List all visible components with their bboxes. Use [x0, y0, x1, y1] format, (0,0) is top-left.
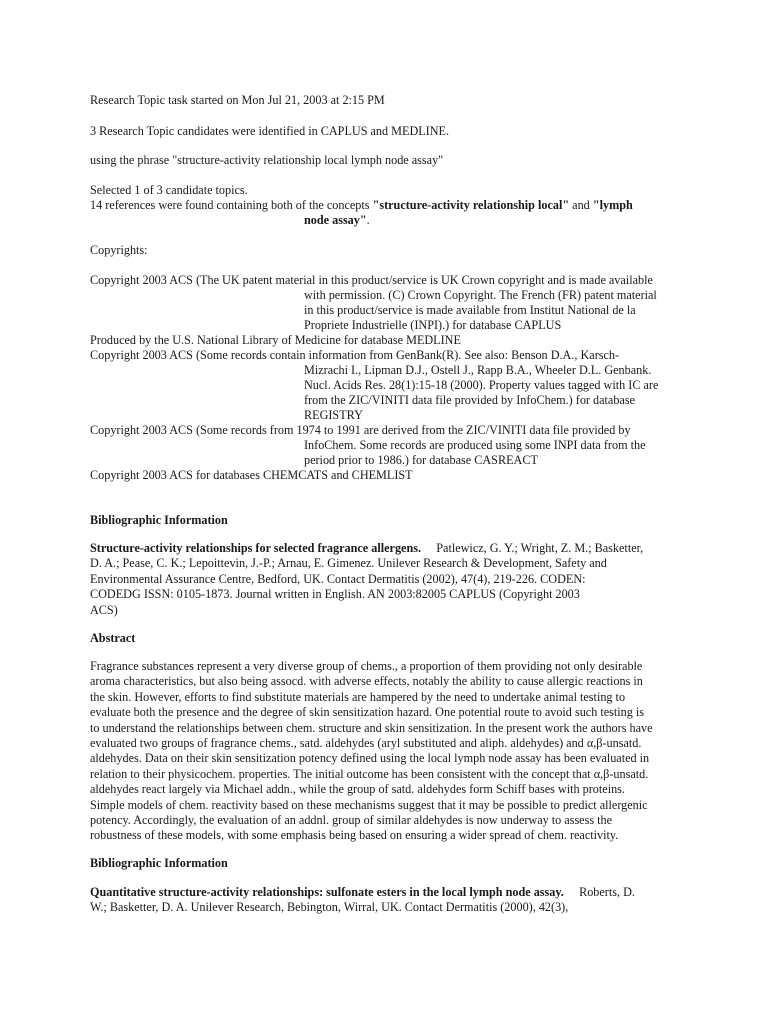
abstract-line: Fragrance substances represent a very diverse group of chems., a proportion of them providing not only desirable [90, 659, 643, 673]
abstract-line: potency. Accordingly, the evaluation of an addnl. group of similar aldehydes is now underway to assess the [90, 813, 613, 828]
bib-1-line: Environmental Assurance Centre, Bedford, UK. Contact Dermatitis (2002), 47(4), 219-226. CODEN: [90, 571, 586, 586]
bib-2-title: Quantitative structure-activity relationships: sulfonate esters in the local lymph node assay. [90, 885, 564, 899]
bib-1-title: Structure-activity relationships for selected fragrance allergens. [90, 541, 422, 555]
copyright-4-cont: InfoChem. Some records are produced using some INPI data from the [304, 438, 646, 452]
copyright-3-cont: Nucl. Acids Res. 28(1):15-18 (2000). Property values tagged with IC are [304, 378, 659, 392]
bib-1-line [90, 541, 670, 556]
copyright-2: Produced by the U.S. National Library of Medicine for database MEDLINE [90, 333, 461, 347]
concept-2-part-1: "lymph [592, 198, 633, 212]
abstract-heading: Abstract [90, 631, 136, 645]
bib-1-authors: Patlewicz, G. Y.; Wright, Z. M.; Basketter, [421, 541, 644, 555]
bib-2-line [90, 885, 670, 900]
abstract-line: evaluate both the presence and the degree of skin sensitization hazard. One potential route to avoid such testing is [90, 705, 645, 720]
bib-2-authors: Roberts, D. [563, 885, 635, 899]
abstract-line: evaluated two groups of fragrance chems., satd. aldehydes (aryl substituted and aliph. aldehydes) and α,β-unsatd. [90, 736, 642, 751]
copyright-4-first: Copyright 2003 ACS (Some records from 1974 to 1991 are derived from the ZIC/VINITI data file provided by [90, 423, 631, 437]
copyright-4-cont: period prior to 1986.) for database CASREACT [304, 453, 538, 467]
abstract-line: Simple models of chem. reactivity based on these mechanisms suggest that it may be possible to predict allergenic [90, 797, 648, 812]
bib-2-citation [90, 885, 670, 916]
concept-2-part-2: node assay" [304, 213, 367, 227]
copyright-3-cont: from the ZIC/VINITI data file provided by InfoChem.) for database [304, 393, 635, 407]
bib-1-line: ACS) [90, 602, 118, 617]
copyright-5: Copyright 2003 ACS for databases CHEMCATS and CHEMLIST [90, 468, 413, 482]
copyright-3-first: Copyright 2003 ACS (Some records contain information from GenBank(R). See also: Benson D.A., Karsch- [90, 348, 620, 362]
copyright-1-cont: in this product/service is made available from Institut National de la [304, 303, 636, 317]
references-prefix: 14 references were found containing both of the concepts [90, 198, 370, 212]
copyright-1-cont: Propriete Industrielle (INPI).) for database CAPLUS [304, 318, 562, 332]
abstract-line: robustness of these models, with some emphasis being based on ensuring a wider spread of chem. reactivity. [90, 828, 619, 843]
candidates-line: 3 Research Topic candidates were identified in CAPLUS and MEDLINE. [90, 124, 450, 138]
bib-1-citation [90, 541, 670, 618]
copyright-1-cont: with permission. (C) Crown Copyright. The French (FR) patent material [304, 288, 657, 302]
abstract-line: to understand the relationships between chem. structure and skin sensitization. In the present work the authors have [90, 720, 653, 735]
references-and: and [572, 198, 590, 212]
abstract-line: aroma characteristics, but also being assocd. with adverse effects, notably the ability to cause allergic reactions in [90, 674, 643, 689]
copyright-3-cont: Mizrachi I., Lipman D.J., Ostell J., Rapp B.A., Wheeler D.L. Genbank. [304, 363, 652, 377]
abstract-line: aldehydes. Data on their skin sensitization potency defined using the local lymph node assay has been evaluated in [90, 751, 650, 766]
copyright-1-first: Copyright 2003 ACS (The UK patent material in this product/service is UK Crown copyright and is made available [90, 273, 653, 287]
copyrights-heading: Copyrights: [90, 243, 148, 257]
abstract-line: relation to their physicochem. properties. The initial outcome has been consistent with the concept that α,β-unsatd. [90, 766, 649, 781]
task-started-line: Research Topic task started on Mon Jul 21, 2003 at 2:15 PM [90, 93, 385, 107]
abstract-line: the skin. However, efforts to find substitute materials are hampered by the need to undertake animal testing to [90, 689, 626, 704]
bib-1-line: CODEDG ISSN: 0105-1873. Journal written in English. AN 2003:82005 CAPLUS (Copyright 2003 [90, 587, 580, 602]
selected-line: Selected 1 of 3 candidate topics. [90, 183, 248, 197]
bib-1-line: D. A.; Pease, C. K.; Lepoittevin, J.-P.; Arnau, E. Gimenez. Unilever Research & Development, Safety and [90, 556, 607, 571]
bib-2-heading: Bibliographic Information [90, 856, 228, 870]
concept-1: "structure-activity relationship local" [372, 198, 570, 212]
copyright-3-cont: REGISTRY [304, 408, 363, 422]
abstract-line: aldehydes react largely via Michael addn., while the group of satd. aldehydes form Schiff bases with proteins. [90, 782, 625, 797]
bib-1-heading: Bibliographic Information [90, 513, 228, 527]
abstract-body [90, 659, 670, 844]
phrase-line: using the phrase "structure-activity relationship local lymph node assay" [90, 153, 444, 167]
references-line-cont [304, 213, 370, 228]
bib-2-line: W.; Basketter, D. A. Unilever Research, Bebington, Wirral, UK. Contact Dermatitis (2000), 42(3), [90, 900, 569, 915]
concept-2-period: . [366, 213, 370, 227]
references-line [90, 198, 633, 213]
